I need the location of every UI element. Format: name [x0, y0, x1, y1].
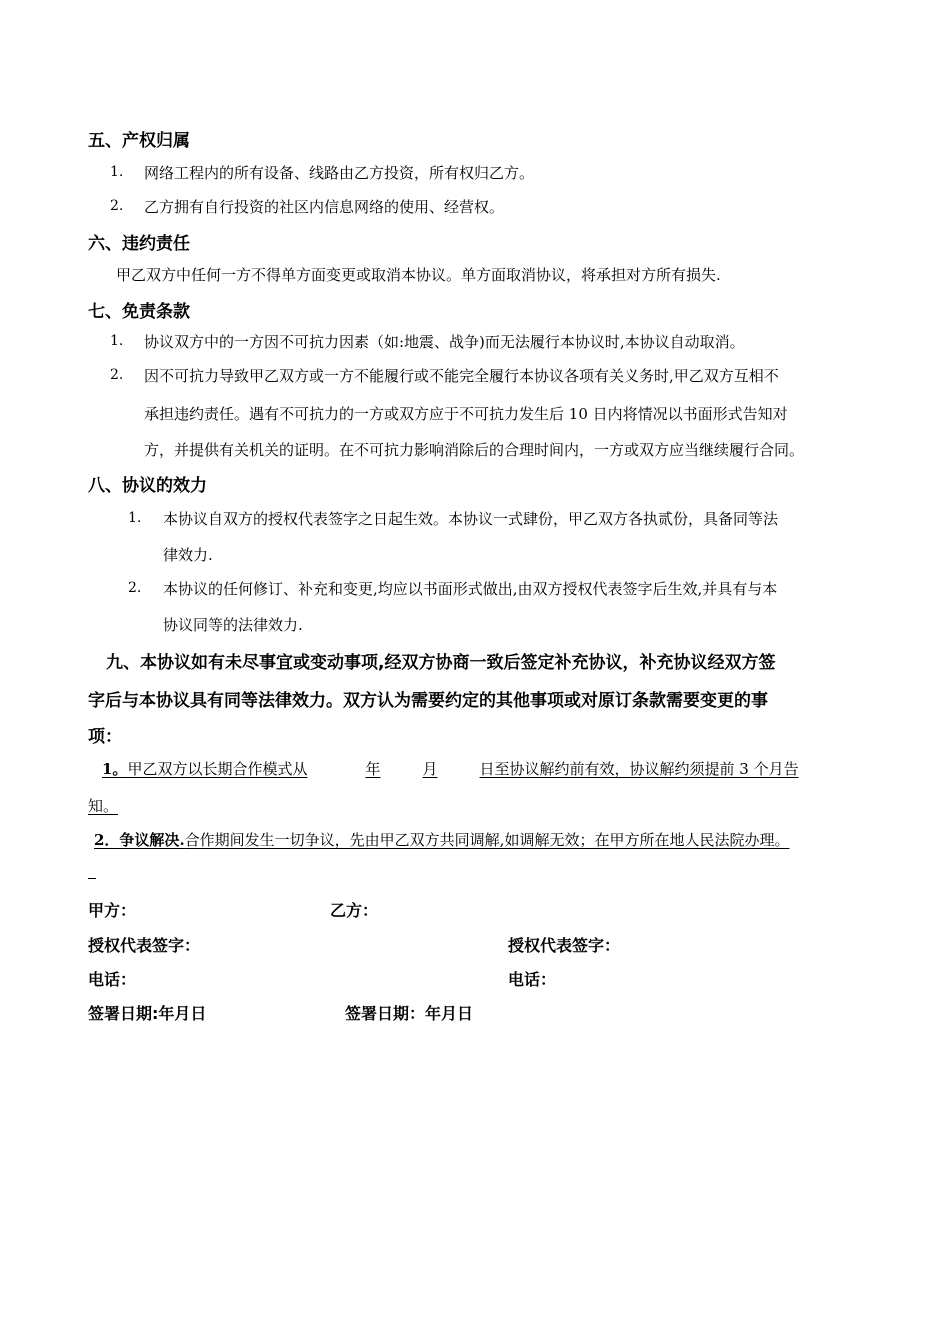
s9-line-2: 字后与本协议具有同等法律效力。双方认为需要约定的其他事项或对原订条款需要变更的事 [88, 691, 768, 711]
s7-item-2-line-3: 方，并提供有关机关的证明。在不可抗力影响消除后的合理时间内，一方或双方应当继续履行合同。 [144, 441, 805, 459]
section-7-heading: 七、免责条款 [88, 302, 190, 322]
party-b-label: 乙方： [330, 901, 379, 920]
underline-mark [88, 878, 96, 879]
s8-item-2-number: 2. [128, 580, 142, 596]
s7-item-2-line-2: 承担违约责任。遇有不可抗力的一方或双方应于不可抗力发生后 10 日内将情况以书面形式告知对 [144, 405, 788, 423]
s7-item-2-number: 2. [110, 367, 124, 383]
s7-item-1-number: 1. [110, 333, 124, 349]
s7-item-1-text: 协议双方中的一方因不可抗力因素（如:地震、战争)而无法履行本协议时,本协议自动取消。 [144, 333, 745, 351]
s9-clause-1-month: 月 [422, 760, 438, 778]
party-a-phone-label: 电话： [88, 970, 137, 989]
party-b-rep-signature-label: 授权代表签字： [508, 936, 621, 955]
s5-item-1-text: 网络工程内的所有设备、线路由乙方投资，所有权归乙方。 [144, 164, 535, 182]
s9-clause-2-heading: 2．争议解决. [94, 831, 185, 849]
s7-item-2-line-1: 因不可抗力导致甲乙双方或一方不能履行或不能完全履行本协议各项有关义务时,甲乙双方互相不 [144, 367, 779, 385]
s8-item-2-line-1: 本协议的任何修订、补充和变更,均应以书面形式做出,由双方授权代表签字后生效,并具有与本 [163, 580, 778, 598]
party-a-label: 甲方： [88, 901, 137, 920]
section-8-heading: 八、协议的效力 [88, 476, 207, 496]
party-a-rep-signature-label: 授权代表签字： [88, 936, 201, 955]
s9-clause-1 [88, 758, 799, 779]
party-b-sign-date-label: 签署日期：年月日 [345, 1004, 474, 1023]
s9-line-3: 项： [88, 727, 122, 747]
s9-clause-1-continuation: 知。 [88, 797, 119, 815]
section-5-heading: 五、产权归属 [88, 131, 190, 151]
s8-item-1-line-2: 律效力. [163, 546, 213, 564]
s9-clause-1-post: 日至协议解约前有效，协议解约须提前 3 个月告 [479, 760, 799, 778]
s8-item-1-line-1: 本协议自双方的授权代表签字之日起生效。本协议一式肆份，甲乙双方各执贰份，具备同等法 [163, 510, 779, 528]
s8-item-2-line-2: 协议同等的法律效力. [163, 616, 303, 634]
s9-clause-1-pre: 甲乙双方以长期合作模式从 [127, 760, 308, 778]
s9-clause-1-number: 1。 [102, 760, 128, 778]
s9-clause-1-year: 年 [365, 760, 381, 778]
s9-line-1: 九、本协议如有未尽事宜或变动事项,经双方协商一致后签定补充协议，补充协议经双方签 [106, 653, 776, 673]
s5-item-1-number: 1. [110, 164, 124, 180]
s5-item-2-text: 乙方拥有自行投资的社区内信息网络的使用、经营权。 [144, 198, 505, 216]
section-6-heading: 六、违约责任 [88, 234, 190, 254]
s9-clause-2-text: 合作期间发生一切争议，先由甲乙双方共同调解,如调解无效；在甲方所在地人民法院办理。 [184, 831, 790, 849]
party-a-sign-date-label: 签署日期:年月日 [88, 1004, 207, 1023]
party-b-phone-label: 电话： [508, 970, 557, 989]
s6-paragraph: 甲乙双方中任何一方不得单方面变更或取消本协议。单方面取消协议，将承担对方所有损失. [116, 266, 721, 284]
s5-item-2-number: 2. [110, 198, 124, 214]
s9-clause-2 [88, 829, 789, 850]
s8-item-1-number: 1. [128, 510, 142, 526]
